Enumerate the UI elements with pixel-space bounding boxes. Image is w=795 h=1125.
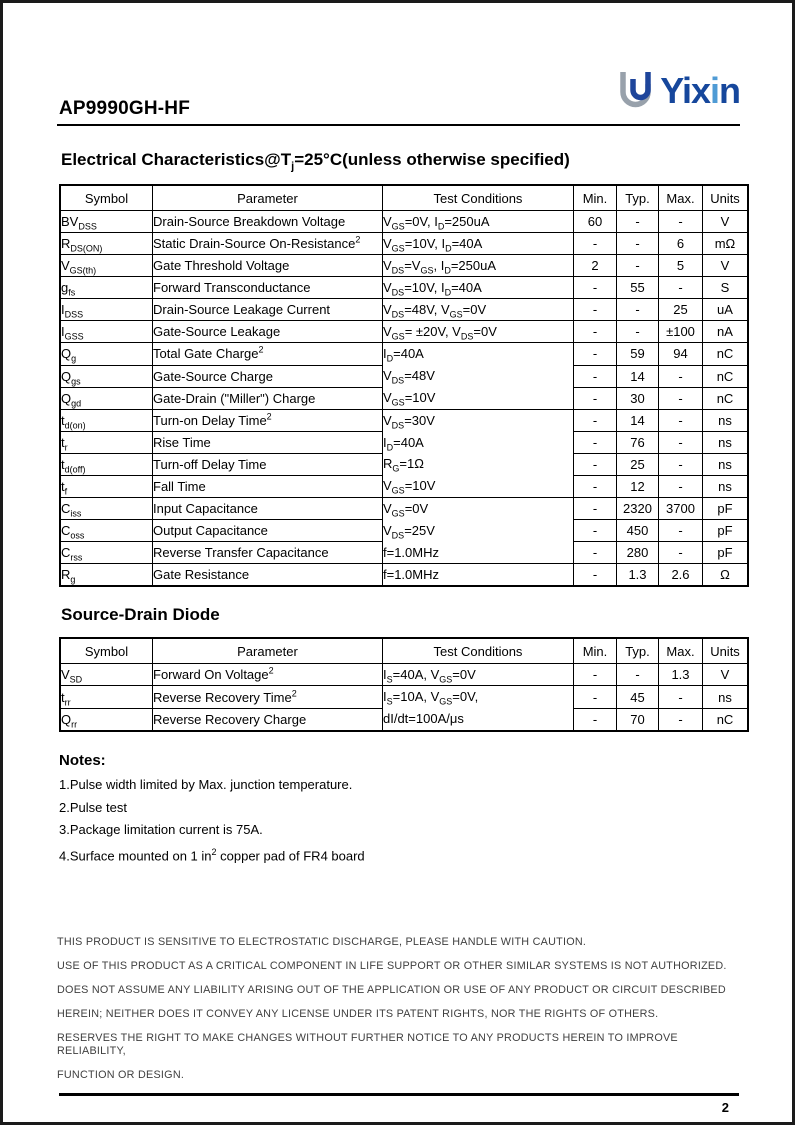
table-cell: - xyxy=(574,343,617,365)
brand-logo xyxy=(616,69,740,115)
table-cell: $I_{DSS}$ xyxy=(60,299,153,321)
table-cell: Reverse Recovery Charge xyxy=(153,708,383,731)
table-row xyxy=(60,686,748,708)
table-cell: - xyxy=(659,387,703,409)
table-cell: - xyxy=(617,255,659,277)
table-cell: Drain-Source Breakdown Voltage xyxy=(153,211,383,233)
table-cell: nA xyxy=(703,321,749,343)
table-cell: 14 xyxy=(617,409,659,431)
table-cell: - xyxy=(574,365,617,387)
table-cell: Gate-Drain ("Miller") Charge xyxy=(153,387,383,409)
table-cell: Drain-Source Leakage Current xyxy=(153,299,383,321)
table-cell: Turn-off Delay Time xyxy=(153,453,383,475)
table-cell: - xyxy=(574,542,617,564)
table-cell: uA xyxy=(703,299,749,321)
table-cell: pF xyxy=(703,497,749,519)
table-cell: $V_{DS}=30V$ $I_D=40A$ $R_G=1\Omega$ $V_{GS}=10V$ xyxy=(383,409,574,497)
table-cell: $t_{d(off)}$ xyxy=(60,453,153,475)
table-row xyxy=(60,497,748,519)
column-header: Max. xyxy=(659,638,703,664)
table-cell: Turn-on Delay Time$^2$ xyxy=(153,409,383,431)
header-row xyxy=(60,185,748,211)
table-cell: $BV_{DSS}$ xyxy=(60,211,153,233)
table-cell: Input Capacitance xyxy=(153,497,383,519)
table-cell: 1.3 xyxy=(659,664,703,686)
table-cell: $C_{oss}$ xyxy=(60,520,153,542)
table-cell: - xyxy=(574,564,617,587)
table-cell: pF xyxy=(703,520,749,542)
table-cell: $V_{GS(th)}$ xyxy=(60,255,153,277)
note-item: 4.Surface mounted on 1 $in^2$ copper pad of FR4 board xyxy=(59,846,365,864)
table-cell: ns xyxy=(703,409,749,431)
table-cell: $t_f$ xyxy=(60,475,153,497)
table-cell: $V_{DS}=10V$, $I_D=40A$ xyxy=(383,277,574,299)
table-cell: 30 xyxy=(617,387,659,409)
table-cell: - xyxy=(659,365,703,387)
table-row xyxy=(60,321,748,343)
table-cell: - xyxy=(659,520,703,542)
product-title: AP9990GH-HF xyxy=(59,98,191,119)
table-cell: 76 xyxy=(617,431,659,453)
table-cell: pF xyxy=(703,542,749,564)
table-cell: 70 xyxy=(617,708,659,731)
disclaimer-line: USE OF THIS PRODUCT AS A CRITICAL COMPONENT IN LIFE SUPPORT OR OTHER SIMILAR SYSTEMS IS NOT AUTHORIZED. xyxy=(57,960,727,973)
notes-list xyxy=(57,778,740,862)
table-cell: - xyxy=(574,233,617,255)
table-cell: Ω xyxy=(703,564,749,587)
table-row xyxy=(60,255,748,277)
table-cell: $R_{DS(ON)}$ xyxy=(60,233,153,255)
note-item: 2.Pulse test xyxy=(59,799,127,815)
table-cell: $V_{DS}=48V$, $V_{GS}=0V$ xyxy=(383,299,574,321)
table-cell: 94 xyxy=(659,343,703,365)
logo-text xyxy=(660,69,740,113)
table-row xyxy=(60,343,748,365)
table-cell: Forward Transconductance xyxy=(153,277,383,299)
table-cell: - xyxy=(574,299,617,321)
table-cell: $Q_{gs}$ xyxy=(60,365,153,387)
electrical-characteristics-title: Electrical $Characteristics@T_j=25^\circ C(unless$ otherwise specified) xyxy=(61,150,570,173)
table-cell: - xyxy=(574,520,617,542)
table-cell: Rise Time xyxy=(153,431,383,453)
table-cell: - xyxy=(659,686,703,708)
table-cell: Static Drain-Source On-Resistance$^2$ xyxy=(153,233,383,255)
table-cell: Total Gate Charge$^2$ xyxy=(153,343,383,365)
table-cell: nC xyxy=(703,708,749,731)
table-row xyxy=(60,211,748,233)
column-header: Parameter xyxy=(153,185,383,211)
table-cell: - xyxy=(574,475,617,497)
table-cell: 1.3 xyxy=(617,564,659,587)
table-cell: $Q_{gd}$ xyxy=(60,387,153,409)
table-cell: $V_{DS}=V_{GS}$, $I_D=250uA$ xyxy=(383,255,574,277)
table-cell: $g_{fs}$ xyxy=(60,277,153,299)
table-cell: ns xyxy=(703,686,749,708)
table-cell: $V_{GS}= \pm 20V$, $V_{DS}=0V$ xyxy=(383,321,574,343)
table-cell: $t_r$ xyxy=(60,431,153,453)
table-cell: ns xyxy=(703,431,749,453)
table-cell: 55 xyxy=(617,277,659,299)
table-cell: $Q_g$ xyxy=(60,343,153,365)
logo-text-part2: i xyxy=(709,70,719,111)
table-cell: $V_{SD}$ xyxy=(60,664,153,686)
table-cell: 2.6 xyxy=(659,564,703,587)
table-cell: 60 xyxy=(574,211,617,233)
column-header: Max. xyxy=(659,185,703,211)
logo-u-icon xyxy=(616,69,660,115)
table-row xyxy=(60,564,748,587)
table-cell: Output Capacitance xyxy=(153,520,383,542)
table-cell: 45 xyxy=(617,686,659,708)
table-cell: Reverse Transfer Capacitance xyxy=(153,542,383,564)
table-cell: - xyxy=(617,211,659,233)
table-cell: nC xyxy=(703,343,749,365)
table-cell: 450 xyxy=(617,520,659,542)
table-cell: Forward On Voltage$^2$ xyxy=(153,664,383,686)
table-cell: - xyxy=(574,431,617,453)
table-cell: - xyxy=(659,277,703,299)
table-cell: $I_S=40A$, $V_{GS}=0V$ xyxy=(383,664,574,686)
table-row xyxy=(60,277,748,299)
table-cell: Gate-Source Leakage xyxy=(153,321,383,343)
table-cell: $t_{rr}$ xyxy=(60,686,153,708)
table-cell: $I_{GSS}$ xyxy=(60,321,153,343)
table-cell: - xyxy=(574,664,617,686)
table-cell: $Q_{rr}$ xyxy=(60,708,153,731)
disclaimer-line: THIS PRODUCT IS SENSITIVE TO ELECTROSTATIC DISCHARGE, PLEASE HANDLE WITH CAUTION. xyxy=(57,936,587,949)
table-cell: $V_{GS}=0V$ $V_{DS}=25V$ f=1.0MHz xyxy=(383,497,574,563)
electrical-characteristics-table xyxy=(59,184,749,587)
disclaimer-line: HEREIN; NEITHER DOES IT CONVEY ANY LICENSE UNDER ITS PATENT RIGHTS, NOR THE RIGHTS OF OTHERS. xyxy=(57,1008,659,1021)
table-cell: 25 xyxy=(617,453,659,475)
table-cell: $R_g$ xyxy=(60,564,153,587)
column-header: Min. xyxy=(574,638,617,664)
table-cell: $I_S=10A$, $V_{GS}=0V$, dI/dt=100A/μs xyxy=(383,686,574,731)
column-header: Symbol xyxy=(60,185,153,211)
disclaimer-block xyxy=(57,936,740,1081)
table-cell: f=1.0MHz xyxy=(383,564,574,587)
column-header: Typ. xyxy=(617,185,659,211)
column-header: Min. xyxy=(574,185,617,211)
source-drain-diode-title: Source-Drain Diode xyxy=(61,605,220,625)
table-cell: - xyxy=(659,453,703,475)
table-cell: $V_{GS}=10V$, $I_D=40A$ xyxy=(383,233,574,255)
disclaimer-line: RESERVES THE RIGHT TO MAKE CHANGES WITHOUT FURTHER NOTICE TO ANY PRODUCTS HEREIN TO IMPROVE RELIABILITY, xyxy=(57,1032,678,1057)
table-cell: mΩ xyxy=(703,233,749,255)
column-header: Parameter xyxy=(153,638,383,664)
table-cell: $t_{d(on)}$ xyxy=(60,409,153,431)
table-cell: - xyxy=(574,453,617,475)
table-cell: 2320 xyxy=(617,497,659,519)
table-cell: 12 xyxy=(617,475,659,497)
column-header: Units xyxy=(703,185,749,211)
table-cell: - xyxy=(617,664,659,686)
table-cell: Gate-Source Charge xyxy=(153,365,383,387)
table-cell: Gate Threshold Voltage xyxy=(153,255,383,277)
table-cell: V xyxy=(703,664,749,686)
table-cell: nC xyxy=(703,387,749,409)
table-cell: - xyxy=(574,708,617,731)
table-cell: - xyxy=(574,497,617,519)
table-cell: - xyxy=(659,708,703,731)
table-cell: 25 xyxy=(659,299,703,321)
table-cell: 14 xyxy=(617,365,659,387)
table-cell: 59 xyxy=(617,343,659,365)
table-cell: - xyxy=(617,299,659,321)
table-cell: Gate Resistance xyxy=(153,564,383,587)
table-row xyxy=(60,233,748,255)
table-cell: 2 xyxy=(574,255,617,277)
table-cell: S xyxy=(703,277,749,299)
notes-title: Notes: xyxy=(59,751,106,769)
note-item: 1.Pulse width limited by Max. junction temperature. xyxy=(59,777,353,793)
table-cell: - xyxy=(659,475,703,497)
table-cell: 6 xyxy=(659,233,703,255)
table-row xyxy=(60,299,748,321)
table-cell: 280 xyxy=(617,542,659,564)
table-cell: V xyxy=(703,211,749,233)
table-cell: Reverse Recovery Time$^2$ xyxy=(153,686,383,708)
table-row xyxy=(60,664,748,686)
page-header xyxy=(57,3,740,126)
table-cell: nC xyxy=(703,365,749,387)
table-cell: - xyxy=(617,321,659,343)
column-header: Units xyxy=(703,638,749,664)
table-cell: - xyxy=(574,321,617,343)
table-cell: - xyxy=(574,387,617,409)
table-cell: - xyxy=(659,431,703,453)
table-cell: 3700 xyxy=(659,497,703,519)
column-header: Typ. xyxy=(617,638,659,664)
table-cell: ns xyxy=(703,453,749,475)
table-cell: ns xyxy=(703,475,749,497)
table-cell: $C_{rss}$ xyxy=(60,542,153,564)
page-number: 2 xyxy=(721,1099,729,1115)
table-row xyxy=(60,409,748,431)
column-header: Test Conditions xyxy=(383,185,574,211)
note-item: 3.Package limitation current is 75A. xyxy=(59,822,263,838)
table-cell: Fall Time xyxy=(153,475,383,497)
page-content xyxy=(3,3,792,1115)
table-cell: - xyxy=(574,686,617,708)
table-cell: $V_{GS}=0V$, $I_D=250uA$ xyxy=(383,211,574,233)
table-cell: V xyxy=(703,255,749,277)
table-cell: - xyxy=(574,277,617,299)
logo-text-part3: n xyxy=(719,70,740,111)
logo-text-part1: Yix xyxy=(660,70,710,111)
table-cell: 5 xyxy=(659,255,703,277)
column-header: Test Conditions xyxy=(383,638,574,664)
column-header: Symbol xyxy=(60,638,153,664)
table-cell: $C_{iss}$ xyxy=(60,497,153,519)
source-drain-diode-table xyxy=(59,637,749,732)
table-cell: - xyxy=(659,211,703,233)
table-cell: $I_D=40A$ $V_{DS}=48V$ $V_{GS}=10V$ xyxy=(383,343,574,409)
table-cell: - xyxy=(574,409,617,431)
table-cell: ±100 xyxy=(659,321,703,343)
disclaimer-line: DOES NOT ASSUME ANY LIABILITY ARISING OUT OF THE APPLICATION OR USE OF ANY PRODUCT OR CIRCUIT DESCRIBED xyxy=(57,984,726,997)
table-cell: - xyxy=(659,409,703,431)
table-cell: - xyxy=(617,233,659,255)
table-cell: - xyxy=(659,542,703,564)
header-row xyxy=(60,638,748,664)
disclaimer-line: FUNCTION OR DESIGN. xyxy=(57,1068,185,1081)
